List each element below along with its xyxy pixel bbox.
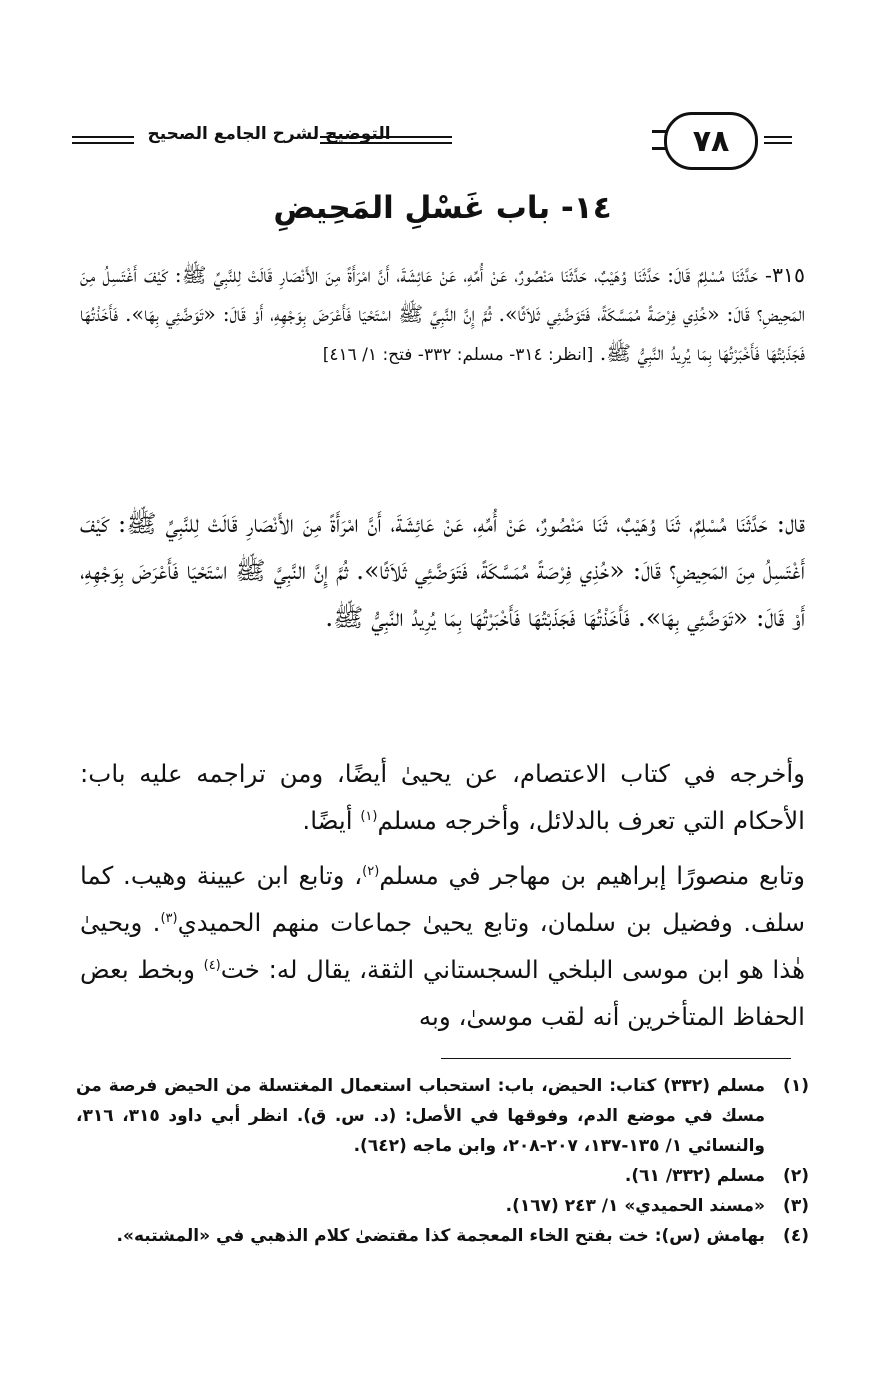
commentary-text: أيضًا.: [302, 806, 361, 835]
footnote: [76, 1071, 809, 1161]
footnote-separator: [441, 1058, 791, 1059]
footnotes: [76, 1071, 809, 1251]
footnote-number: (٣): [783, 1196, 809, 1216]
footnote-marker[interactable]: (٣): [160, 910, 178, 926]
footnote: [76, 1161, 809, 1191]
page-number: ٧٨: [664, 112, 758, 170]
footnote-number: (٤): [783, 1226, 809, 1246]
commentary-paragraph: قال: حَدَّثَنَا مُسْلِمٌ، ثَنَا وُهَيْبٌ، ثَنَا مَنْصُورٌ، عَنْ أُمِّهِ، عَنْ عَائِشَةَ، أَنَّ امْرَأَةً مِنَ الأَنْصَارِ قَالَتْ لِلنَّبِيِّ ﷺ: كَيْفَ أَغْتَسِلُ مِنَ المَحِيضِ؟ قَالَ: «خُذِي فِرْصَةً مُمَسَّكَةً، فَتَوَضَّئِي ثَلاَثًا». ثُمَّ إِنَّ النَّبِيَّ ﷺ اسْتَحْيَا فَأَعْرَضَ بِوَجْهِهِ، أَوْ قَالَ: «تَوَضَّئِي بِهَا». فَأَخَذْتُهَا فَجَذَبْتُهَا فَأَخْبَرْتُهَا بِمَا يُرِيدُ النَّبِيُّ ﷺ.: [80, 509, 805, 632]
commentary-text: وتابع منصورًا إبراهيم بن مهاجر في مسلم: [379, 861, 806, 890]
footnote: [76, 1221, 809, 1251]
commentary-paragraph: [80, 852, 805, 1040]
commentary-text: وأخرجه في كتاب الاعتصام، عن يحيىٰ أيضًا، ومن تراجمه عليه باب: الأحكام التي تعرف بالدلائل، وأخرجه مسلم: [80, 759, 805, 835]
footnote-number: (٢): [783, 1166, 809, 1186]
footnote-number: (١): [783, 1076, 809, 1096]
footnote-marker[interactable]: (٢): [362, 863, 380, 879]
commentary-text: ، وتابع ابن عيينة وهيب. كما سلف. وفضيل بن سلمان، وتابع يحيىٰ جماعات منهم الحميدي: [80, 861, 806, 937]
running-header: [72, 112, 792, 168]
header-rule: [72, 136, 134, 144]
hadith-text: [80, 256, 805, 375]
book-title: التوضيح لشرح الجامع الصحيح: [147, 124, 391, 144]
commentary-text: وبخط بعض الحفاظ المتأخرين أنه لقب موسىٰ، وبه: [80, 955, 805, 1031]
hadith-reference: [انظر: ٣١٤- مسلم: ٣٣٢- فتح: ١/ ٤١٦]: [322, 345, 594, 365]
footnote-marker[interactable]: (١): [360, 808, 378, 824]
footnote-text: «مسند الحميدي» ١/ ٢٤٣ (١٦٧).: [505, 1196, 765, 1216]
footnote-text: مسلم (٣٣٢/ ٦١).: [624, 1166, 765, 1186]
chapter-title: ١٤- باب غَسْلِ المَحِيضِ: [273, 190, 612, 226]
hadith-body: ٣١٥- حَدَّثَنَا مُسْلِمٌ قَالَ: حَدَّثَنَا وُهَيْبٌ، حَدَّثَنَا مَنْصُورٌ، عَنْ أُمِّهِ، عَنْ عَائِشَةَ، أَنَّ امْرَأَةً مِنَ الأَنْصَارِ قَالَتْ لِلنَّبِيِّ ﷺ: كَيْفَ أَغْتَسِلُ مِنَ المَحِيضِ؟ قَالَ: «خُذِي فِرْصَةً مُمَسَّكَةً، فَتَوَضَّئِي ثَلاَثًا». ثُمَّ إِنَّ النَّبِيَّ ﷺ اسْتَحْيَا فَأَعْرَضَ بِوَجْهِهِ، أَوْ قَالَ: «تَوَضَّئِي بِهَا». فَأَخَذْتُهَا فَجَذَبْتُهَا فَأَخْبَرْتُهَا بِمَا يُرِيدُ النَّبِيُّ ﷺ.: [80, 263, 805, 365]
footnote-marker[interactable]: (٤): [203, 957, 221, 973]
footnote: [76, 1191, 809, 1221]
header-rule: [764, 136, 792, 144]
commentary-paragraph: [80, 750, 805, 844]
footnote-text: مسلم (٣٣٢) كتاب: الحيض، باب: استحباب استعمال المغتسلة من الحيض فرصة من مسك في موضع الدم، وفوقها في الأصل: (د. س. ق). انظر أبي داود ٣١٥، ٣١٦، والنسائي ١/ ١٣٥-١٣٧، ٢٠٧-٢٠٨، وابن ماجه (٦٤٢).: [76, 1076, 765, 1156]
commentary-text: . ويحيىٰ هٰذا هو ابن موسى البلخي السجستاني الثقة، يقال له: خت: [80, 908, 805, 984]
footnote-text: بهامش (س): خت بفتح الخاء المعجمة كذا مقتضىٰ كلام الذهبي في «المشتبه».: [116, 1226, 765, 1246]
